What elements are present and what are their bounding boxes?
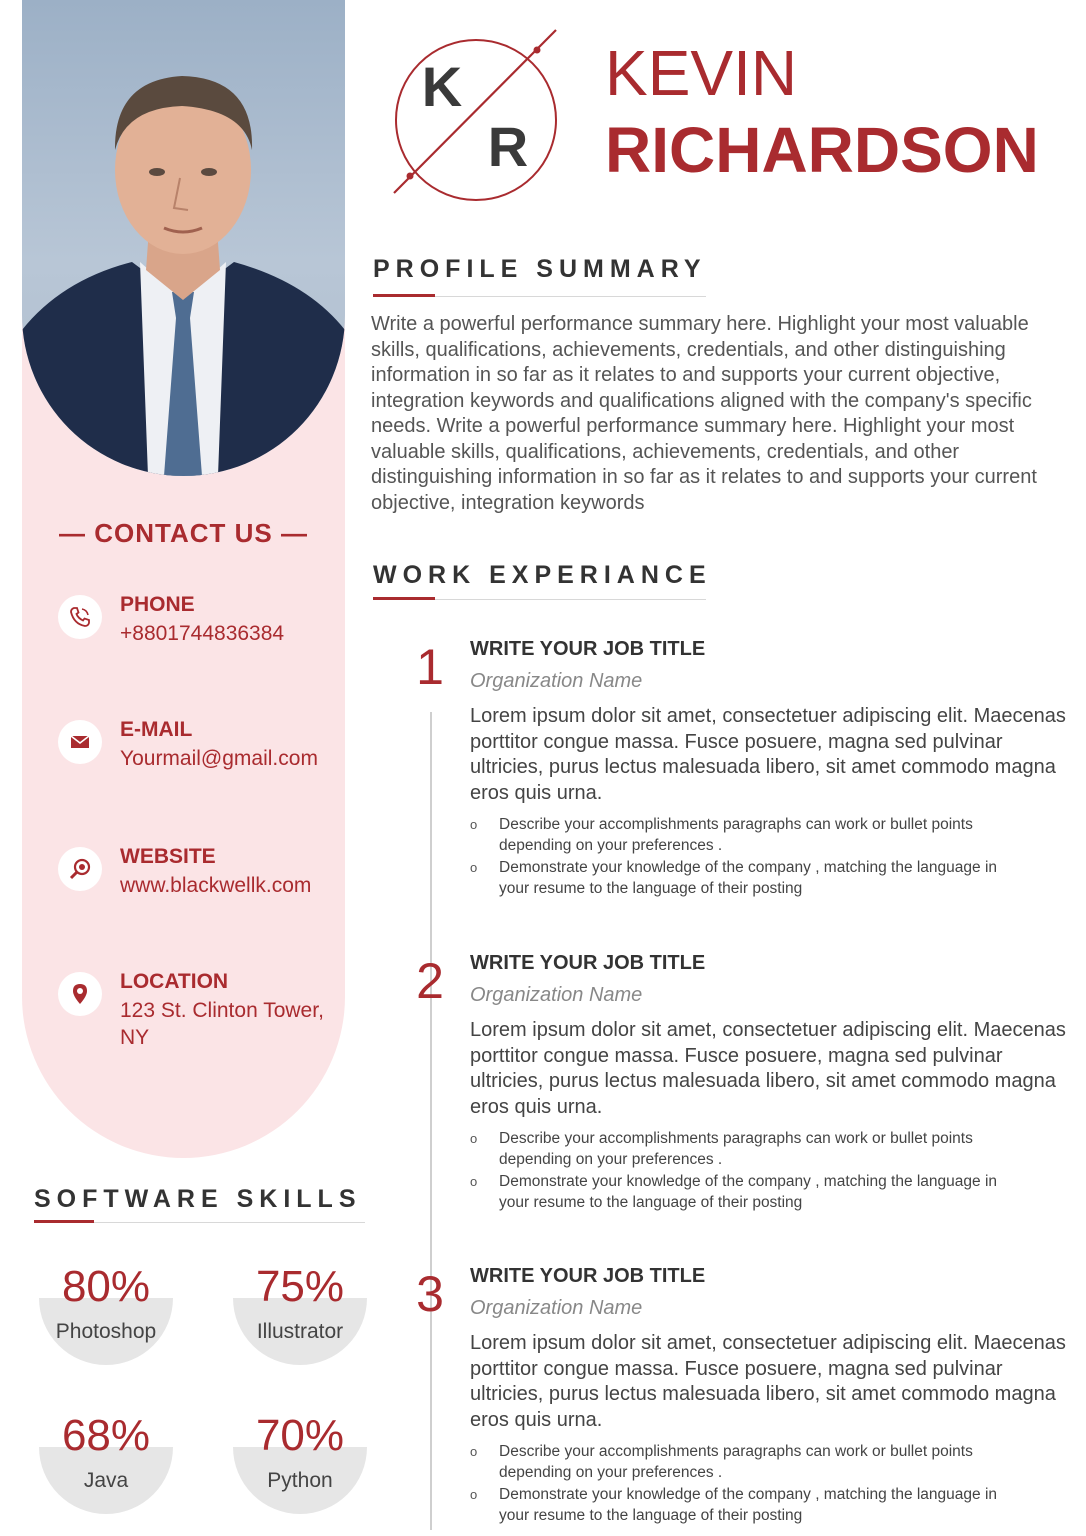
skills-title: SOFTWARE SKILLS — [34, 1185, 362, 1213]
job-bullets — [470, 1128, 1030, 1214]
location-pin-icon — [58, 972, 102, 1016]
contact-location — [58, 970, 348, 1050]
contact-title: — CONTACT US — — [59, 518, 308, 548]
contact-value: 123 St. Clinton Tower, NY — [120, 999, 324, 1049]
timeline-line — [430, 712, 432, 1530]
job-title: WRITE YOUR JOB TITLE — [470, 1265, 706, 1287]
skill-name: Python — [267, 1469, 333, 1492]
first-name: KEVIN — [605, 37, 798, 109]
job-description: Lorem ipsum dolor sit amet, consectetuer adipiscing elit. Maecenas porttitor congue massa. Fusce posuere, magna sed pulvinar ultricies, purus lectus malesuada libero, sit amet commodo magna eros quis urna. — [470, 1332, 1066, 1431]
contact-phone — [58, 593, 348, 673]
skill-percent: 70% — [255, 1411, 345, 1460]
profile-title: PROFILE SUMMARY — [373, 255, 707, 283]
contact-value: www.blackwellk.com — [120, 874, 312, 897]
skill-illustrator — [230, 1262, 370, 1342]
divider-accent — [373, 294, 435, 297]
skill-name: Photoshop — [55, 1320, 157, 1343]
work-title: WORK EXPERIANCE — [373, 561, 712, 589]
divider-accent — [34, 1220, 94, 1223]
monogram-k: K — [421, 55, 463, 118]
job-number: 2 — [416, 953, 444, 1009]
last-name: RICHARDSON — [605, 114, 1039, 186]
contact-website — [58, 845, 348, 925]
job-bullet: o Describe your accomplishments paragraphs can work or bullet points depending on your preferences . — [470, 1441, 1030, 1483]
globe-icon — [58, 847, 102, 891]
contact-value: Yourmail@gmail.com — [120, 747, 318, 770]
skill-percent: 75% — [255, 1262, 345, 1311]
profile-photo — [22, 0, 345, 476]
contact-label: PHONE — [120, 593, 195, 616]
job-title: WRITE YOUR JOB TITLE — [470, 638, 706, 660]
contact-label: WEBSITE — [120, 845, 216, 868]
contact-label: LOCATION — [120, 970, 229, 993]
mail-icon — [58, 720, 102, 764]
job-bullet: o Describe your accomplishments paragraphs can work or bullet points depending on your preferences . — [470, 814, 1030, 856]
skill-python — [230, 1411, 370, 1491]
job-bullets — [470, 814, 1030, 900]
phone-icon — [58, 595, 102, 639]
profile-summary-text: Write a powerful performance summary here. Highlight your most valuable skills, qualifications, achievements, credentials, and other distinguishing information in so far as it relates to and supports your current objective, integration keywords and qualifications aligned with the company's specific needs. Write a powerful performance summary here. Highlight your most valuable skills, qualifications, achievements, credentials, and other distinguishing information in so far as it relates to and supports your current objective, integration keywords — [371, 313, 1037, 514]
skill-photoshop — [36, 1262, 176, 1342]
job-number: 1 — [416, 639, 444, 695]
skill-percent: 80% — [61, 1262, 151, 1311]
job-organization: Organization Name — [470, 984, 643, 1006]
skill-name: Java — [83, 1469, 129, 1492]
skill-percent: 68% — [61, 1411, 151, 1460]
job-bullet: o Demonstrate your knowledge of the company , matching the language in your resume to the language of their posting — [470, 1484, 1030, 1526]
job-bullets — [470, 1441, 1030, 1527]
job-organization: Organization Name — [470, 670, 643, 692]
job-bullet: o Demonstrate your knowledge of the company , matching the language in your resume to the language of their posting — [470, 857, 1030, 899]
job-description: Lorem ipsum dolor sit amet, consectetuer adipiscing elit. Maecenas porttitor congue massa. Fusce posuere, magna sed pulvinar ultricies, purus lectus malesuada libero, sit amet commodo magna eros quis urna. — [470, 705, 1066, 804]
job-bullet: o Describe your accomplishments paragraphs can work or bullet points depending on your preferences . — [470, 1128, 1030, 1170]
divider-accent — [373, 597, 435, 600]
monogram-r: R — [487, 115, 529, 178]
job-description: Lorem ipsum dolor sit amet, consectetuer adipiscing elit. Maecenas porttitor congue massa. Fusce posuere, magna sed pulvinar ultricies, purus lectus malesuada libero, sit amet commodo magna eros quis urna. — [470, 1019, 1066, 1118]
job-title: WRITE YOUR JOB TITLE — [470, 952, 706, 974]
monogram-logo — [384, 28, 564, 208]
job-bullet: o Demonstrate your knowledge of the company , matching the language in your resume to the language of their posting — [470, 1171, 1030, 1213]
contact-label: E-MAIL — [120, 718, 193, 741]
contact-value: +8801744836384 — [120, 622, 285, 645]
job-number: 3 — [416, 1266, 444, 1322]
contact-email — [58, 718, 348, 798]
skill-name: Illustrator — [256, 1320, 344, 1343]
job-organization: Organization Name — [470, 1297, 643, 1319]
skill-java — [36, 1411, 176, 1491]
